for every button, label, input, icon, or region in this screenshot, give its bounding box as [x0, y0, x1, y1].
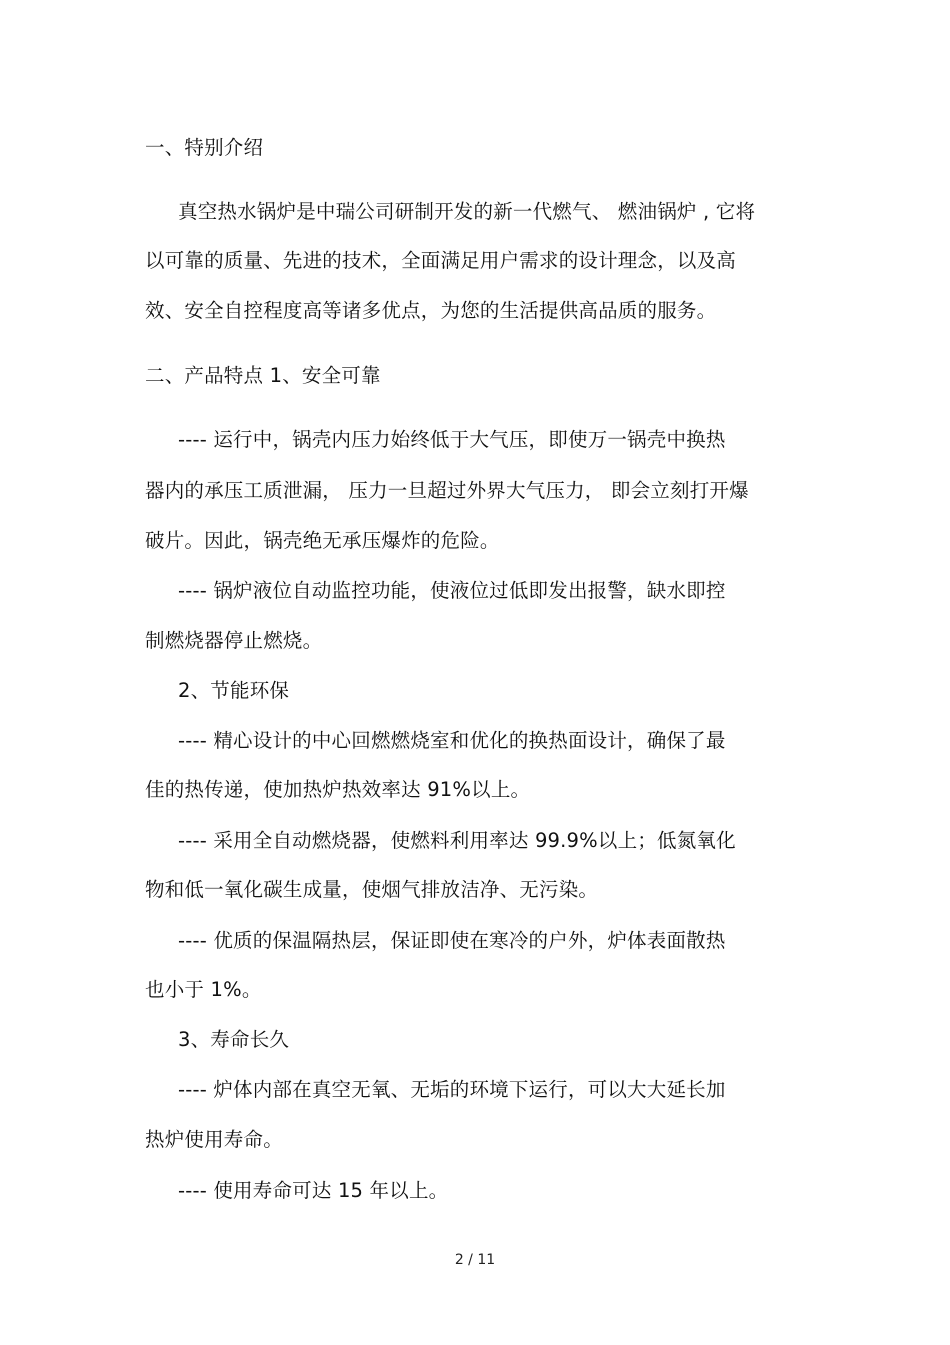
paragraph-line: ---- 运行中，锅壳内压力始终低于大气压，即使万一锅壳中换热: [178, 428, 726, 451]
page-number: 2 / 11: [454, 1252, 496, 1268]
paragraph-line: 热炉使用寿命。: [145, 1128, 283, 1151]
paragraph-line: 佳的热传递，使加热炉热效率达 91%以上。: [145, 778, 531, 801]
paragraph-line: 破片。因此，锅壳绝无承压爆炸的危险。: [145, 529, 500, 552]
paragraph-line: 以可靠的质量、先进的技术，全面满足用户需求的设计理念，以及高: [145, 249, 737, 272]
paragraph-line: 真空热水锅炉是中瑞公司研制开发的新一代燃气、 燃油锅炉 , 它将: [178, 200, 756, 223]
paragraph-line: 效、安全自控程度高等诸多优点，为您的生活提供高品质的服务。: [145, 299, 717, 322]
paragraph-line: 物和低一氧化碳生成量，使烟气排放洁净、无污染。: [145, 878, 599, 901]
paragraph-line: ---- 优质的保温隔热层，保证即使在寒冷的户外，炉体表面散热: [178, 929, 726, 952]
subheading-lifespan: 3、寿命长久: [178, 1028, 290, 1051]
paragraph-line: ---- 锅炉液位自动监控功能，使液位过低即发出报警，缺水即控: [178, 579, 726, 602]
paragraph-line: ---- 使用寿命可达 15 年以上。: [178, 1179, 449, 1202]
paragraph-line: ---- 炉体内部在真空无氧、无垢的环境下运行，可以大大延长加: [178, 1078, 726, 1101]
paragraph-line: ---- 采用全自动燃烧器，使燃料利用率达 99.9%以上；低氮氧化: [178, 829, 736, 852]
section-heading-intro: 一、特别介绍: [145, 136, 264, 159]
paragraph-line: 也小于 1%。: [145, 978, 262, 1001]
paragraph-line: 制燃烧器停止燃烧。: [145, 629, 323, 652]
subheading-energy: 2、节能环保: [178, 679, 290, 702]
paragraph-line: ---- 精心设计的中心回燃燃烧室和优化的换热面设计，确保了最: [178, 729, 726, 752]
section-heading-features: 二、产品特点 1、安全可靠: [145, 364, 381, 387]
paragraph-line: 器内的承压工质泄漏， 压力一旦超过外界大气压力， 即会立刻打开爆: [145, 479, 749, 502]
